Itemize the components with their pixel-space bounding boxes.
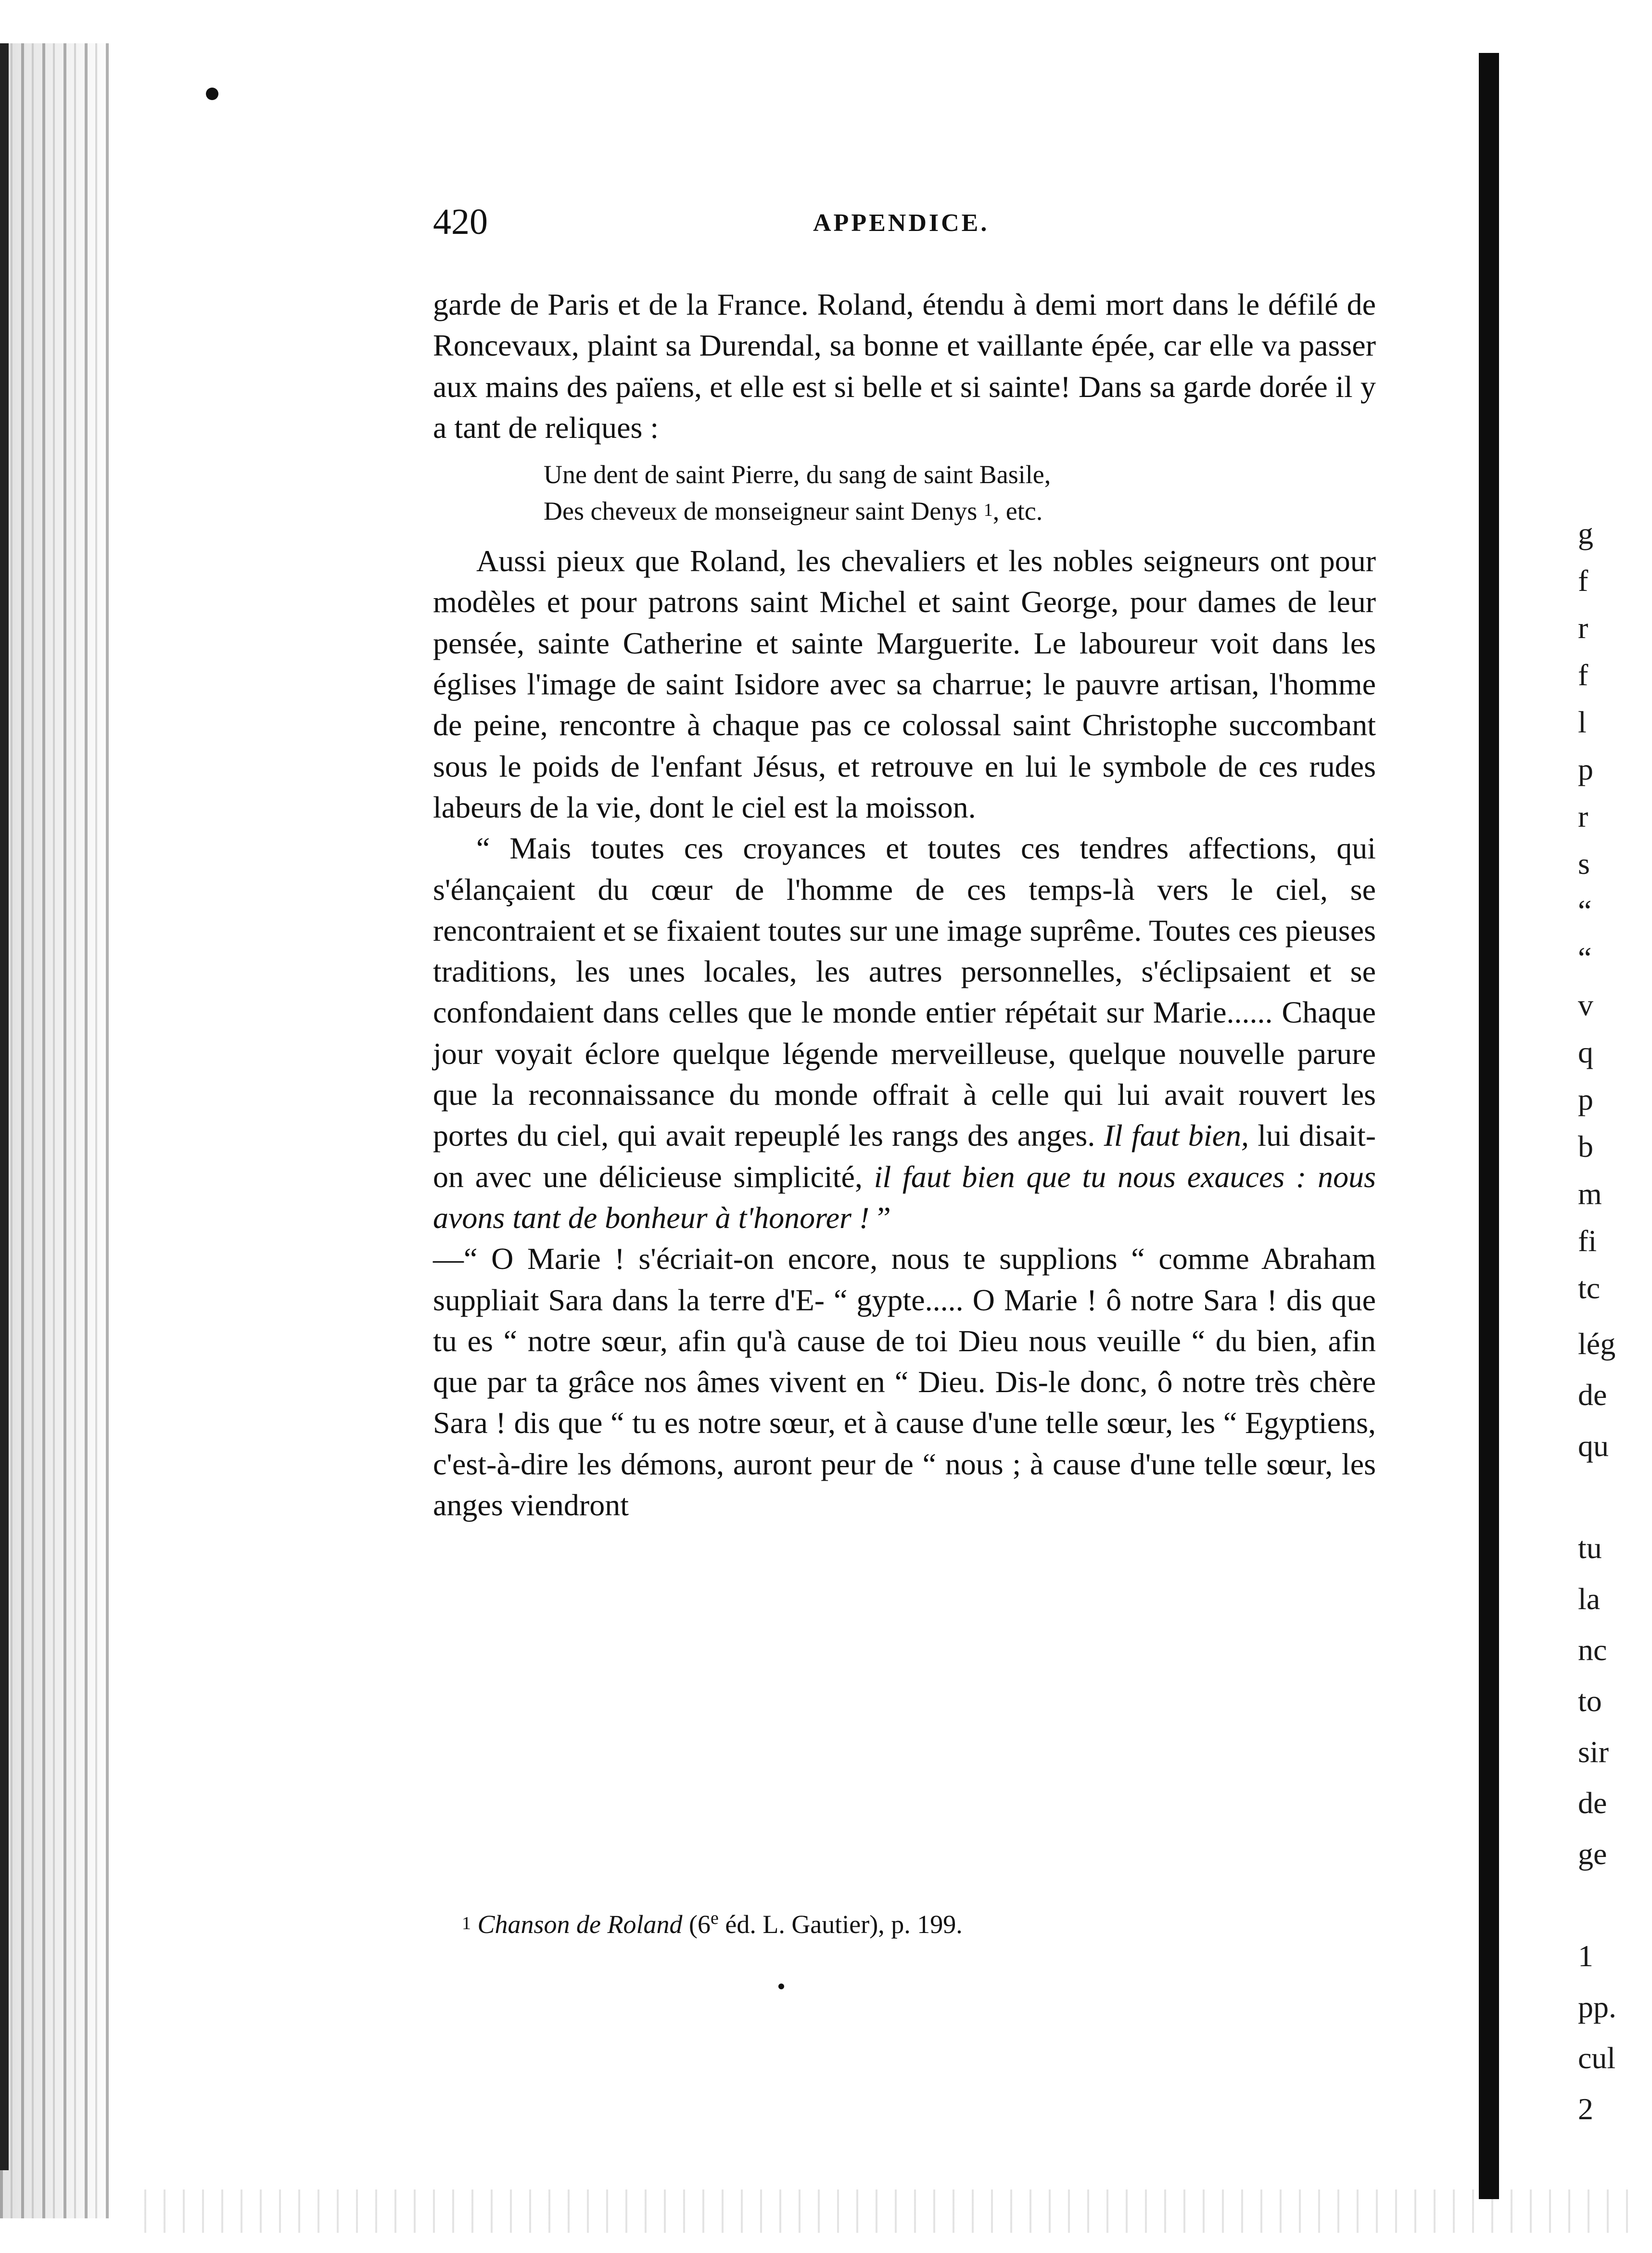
- facing-line: r: [1578, 799, 1588, 833]
- facing-line: fi: [1578, 1224, 1597, 1258]
- facing-line: p: [1578, 752, 1593, 786]
- facing-line: 2: [1578, 2092, 1593, 2126]
- scan-bottom-noise: [144, 2189, 1636, 2233]
- facing-line: “: [1578, 941, 1592, 975]
- verse-line-2-text: Des cheveux de monseigneur saint Denys: [544, 497, 978, 526]
- facing-line: p: [1578, 1082, 1593, 1116]
- body-text: [433, 284, 1376, 1525]
- facing-line: de: [1578, 1378, 1607, 1412]
- facing-line: ge: [1578, 1837, 1607, 1871]
- page-header: [433, 201, 1395, 249]
- running-head: APPENDICE.: [813, 209, 990, 237]
- scan-gutter-shadow: [0, 43, 111, 2218]
- paragraph-4: —“ O Marie ! s'écriait-on encore, nous te supplions “ comme Abraham suppliait Sara dans la terre d'E- “ gypte..... O Marie ! ô notre Sara ! dis que tu es “ notre sœur, afin qu'à cause de toi Dieu nous veuille “ du bien, afin que par ta grâce nos âmes vivent en “ Dieu. Dis-le donc, ô notre très chère Sara ! dis que “ tu es notre sœur, et à cause d'une telle sœur, les “ Egyptiens, c'est-à-dire les démons, auront peur de “ nous ; à cause d'une telle sœur, les anges viendront: [433, 1242, 1376, 1523]
- footnote-edition-sup: e: [710, 1908, 719, 1928]
- facing-line: r: [1578, 611, 1588, 645]
- facing-line: “: [1578, 894, 1592, 928]
- facing-line: g: [1578, 516, 1593, 550]
- facing-page-column-upper: [1578, 510, 1650, 1312]
- verse-line-2-end: , etc.: [992, 497, 1043, 526]
- facing-line: cul: [1578, 2041, 1616, 2075]
- page-number: 420: [433, 202, 488, 242]
- facing-line: la: [1578, 1582, 1601, 1616]
- facing-line: pp.: [1578, 1990, 1616, 2024]
- footnote-mark: 1: [462, 1913, 471, 1933]
- scan-left-edge: [0, 43, 9, 2170]
- facing-line: m: [1578, 1177, 1602, 1211]
- facing-line: l: [1578, 705, 1587, 739]
- verse-line-1: Une dent de saint Pierre, du sang de saint Basile,: [544, 460, 1051, 489]
- facing-line: sir: [1578, 1735, 1609, 1769]
- footnote-reference: 1: [983, 500, 993, 521]
- footnote: [462, 1909, 963, 1939]
- facing-line: qu: [1578, 1429, 1609, 1463]
- paragraph-3-close: ”: [877, 1200, 891, 1235]
- facing-line: [1578, 1880, 1650, 1931]
- facing-line: nc: [1578, 1633, 1607, 1667]
- paragraph-3: [433, 828, 1376, 1238]
- facing-page-column-lower: [1578, 1319, 1650, 2135]
- paragraph-3-mid: lui disait-on avec une délicieuse simplicité,: [433, 1118, 1376, 1194]
- paragraph-3-italic-1: Il faut bien,: [1104, 1118, 1249, 1153]
- ink-dot: [206, 88, 218, 100]
- gutter-bar: [1479, 53, 1499, 2199]
- paragraph-3-text: “ Mais toutes ces croyances et toutes ces tendres affections, qui s'élançaient du cœur de l'homme de ces temps-là vers le ciel, se rencontraient et se fixaient toutes sur une image suprême. Toutes ces pieuses traditions, les unes locales, les autres personnelles, s'éclipsaient et se confondaient dans celles que le monde entier répétait sur Marie...... Chaque jour voyait éclore quelque légende merveilleuse, quelque nouvelle parure que la reconnaissance du monde offrait à celle qui lui avait rouvert les portes du ciel, qui avait repeuplé les rangs des anges.: [433, 831, 1376, 1153]
- paragraph-2: Aussi pieux que Roland, les chevaliers et les nobles seigneurs ont pour modèles et pour patrons saint Michel et saint George, pour dames de leur pensée, sainte Catherine et sainte Marguerite. Le laboureur voit dans les églises l'image de saint Isidore avec sa charrue; le pauvre artisan, l'homme de peine, rencontre à chaque pas ce colossal saint Christophe succombant sous le poids de l'enfant Jésus, et retrouve en lui le symbole de ces rudes labeurs de la vie, dont le ciel est la moisson.: [433, 544, 1376, 824]
- facing-line: tc: [1578, 1271, 1601, 1305]
- footnote-rest: éd. L. Gautier), p. 199.: [725, 1910, 963, 1939]
- footnote-title: Chanson de Roland: [477, 1910, 683, 1939]
- facing-line: f: [1578, 658, 1588, 692]
- facing-line: tu: [1578, 1531, 1602, 1565]
- facing-line: 1: [1578, 1939, 1593, 1973]
- facing-line: b: [1578, 1129, 1593, 1164]
- ink-dot: [778, 1984, 784, 1989]
- verse-line-2: [544, 492, 1376, 529]
- facing-line: s: [1578, 846, 1590, 881]
- facing-line: v: [1578, 988, 1593, 1022]
- paragraph-1: garde de Paris et de la France. Roland, étendu à demi mort dans le défilé de Roncevaux, plaint sa Durendal, sa bonne et vaillante épée, car elle va passer aux mains des païens, et elle est si belle et si sainte! Dans sa garde dorée il y a tant de reliques :: [433, 287, 1376, 445]
- verse-quote: [544, 457, 1376, 529]
- paragraph-3-italic-2: il faut bien que tu nous exauces : nous avons tant de bonheur à t'honorer !: [433, 1159, 1376, 1235]
- facing-line: q: [1578, 1035, 1593, 1069]
- facing-line: to: [1578, 1684, 1602, 1718]
- facing-line: lég: [1578, 1327, 1616, 1361]
- facing-line: f: [1578, 563, 1588, 598]
- facing-line: [1578, 1472, 1650, 1523]
- facing-line: de: [1578, 1786, 1607, 1820]
- footnote-edition: (6: [689, 1910, 711, 1939]
